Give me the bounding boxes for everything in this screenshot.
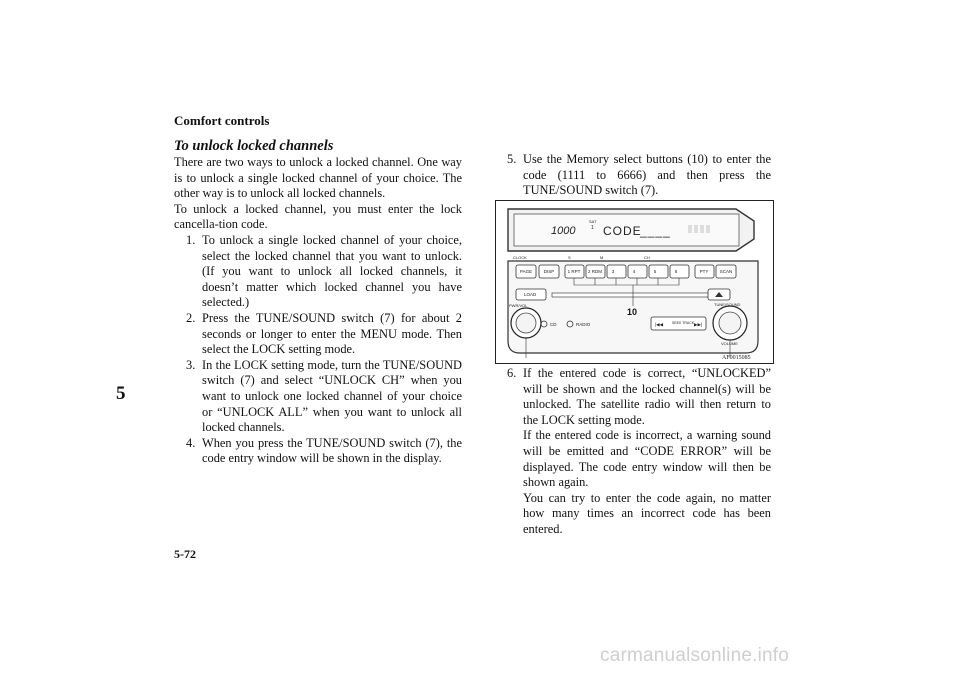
section-title: To unlock locked channels — [174, 138, 334, 154]
preset-4-label: 4 — [632, 269, 636, 274]
label-ch: CH — [644, 255, 650, 260]
preset-5-button[interactable] — [649, 265, 668, 278]
seek-label: SEEK TRACK — [672, 321, 695, 325]
cd-label: CD — [550, 322, 557, 327]
watermark: carmanualsonline.info — [600, 645, 790, 666]
step-text: When you press the TUNE/SOUND switch (7), the code entry window will be shown in the display. — [202, 435, 462, 466]
step-6 — [495, 366, 771, 428]
display-sat-num: 1 — [591, 225, 594, 231]
callout-10: 10 — [627, 307, 638, 317]
cd-slot — [552, 293, 728, 297]
page-button-label: PAGE — [519, 269, 533, 274]
radio-panel-figure — [495, 200, 774, 364]
preset-6-button[interactable] — [670, 265, 689, 278]
step-number: 1. — [186, 232, 196, 247]
label-s: S — [568, 255, 571, 260]
preset-3-button[interactable] — [607, 265, 626, 278]
step-6-paragraph-2: If the entered code is incorrect, a warning sound will be emitted and “CODE ERROR” will be displayed. The code entry window will then be shown again. — [523, 428, 771, 490]
pwr-vol-label: PWR/VOL — [509, 303, 528, 308]
step-text: Press the TUNE/SOUND switch (7) for about 2 seconds or longer to enter the MENU mode. Then select the LOCK setting mode. — [202, 310, 462, 357]
volume-label: VOLUME — [721, 341, 738, 346]
disp-button-label: DISP — [543, 269, 555, 274]
tune-sound-label: TUNE/SOUND — [714, 302, 741, 307]
seek-forward-icon: ▶▶| — [694, 322, 703, 327]
load-label: LOAD — [524, 292, 537, 297]
preset-2-label: 2 RDM — [587, 269, 603, 274]
scan-button-label: SCAN — [719, 269, 733, 274]
right-column-bottom — [495, 366, 771, 538]
step-number: 4. — [186, 435, 196, 450]
page-number: 5-72 — [174, 547, 196, 561]
preset-6-label: 6 — [674, 269, 678, 274]
intro-paragraph-2: To unlock a locked channel, you must enter the lock cancella-tion code. — [174, 201, 462, 232]
radio-label: RADIO — [576, 322, 591, 327]
figure-code: AF0015085 — [722, 355, 751, 361]
step-3 — [174, 358, 462, 436]
step-number: 5. — [507, 152, 517, 166]
intro-paragraph: There are two ways to unlock a locked channel. One way is to unlock a single locked channel of your choice. The other way is to unlock all locked channels. — [174, 155, 462, 201]
pty-button-label: PTY — [699, 269, 709, 274]
display-channel: 1000 — [551, 225, 576, 237]
preset-1-label: 1 RPT — [567, 269, 581, 274]
seek-back-icon: |◀◀ — [655, 322, 664, 327]
step-1 — [174, 233, 462, 311]
step-5 — [495, 152, 771, 199]
clock-label: CLOCK — [513, 255, 527, 260]
step-text: Use the Memory select buttons (10) to enter the code (1111 to 6666) and then press the TUNE/SOUND switch (7). — [523, 152, 771, 198]
preset-5-label: 5 — [653, 269, 657, 274]
step-4 — [174, 436, 462, 467]
step-number: 6. — [507, 366, 517, 380]
display-sat: SAT — [589, 219, 597, 224]
step-2 — [174, 311, 462, 358]
section-header: Comfort controls — [174, 113, 270, 128]
label-m: M — [600, 255, 604, 260]
step-6-paragraph-3: You can try to enter the code again, no matter how many times an incorrect code has been entered. — [523, 490, 771, 536]
left-column — [174, 138, 462, 467]
step-text: If the entered code is correct, “UNLOCKED” will be shown and the locked channel(s) will be unlocked. The satellite radio will then return to the LOCK setting mode. — [523, 366, 771, 427]
display-code: CODE — [603, 224, 642, 238]
right-column-top — [495, 152, 771, 199]
preset-4-button[interactable] — [628, 265, 647, 278]
display-dashes: ____ — [640, 224, 671, 238]
step-number: 3. — [186, 357, 196, 372]
step-text: In the LOCK setting mode, turn the TUNE/SOUND switch (7) and select “UNLOCK CH” when you want to unlock one locked channel of your choice or “UNLOCK ALL” when you want to unlock all locked channels. — [202, 357, 462, 435]
radio-panel-illustration — [496, 201, 773, 363]
step-text: To unlock a single locked channel of your choice, select the locked channel that you want to unlock. (If you want to unlock all locked channels, it doesn’t matter which locked channel you have selected.) — [202, 232, 462, 310]
preset-3-label: 3 — [611, 269, 615, 274]
step-number: 2. — [186, 310, 196, 325]
chapter-tab: 5 — [116, 383, 126, 404]
